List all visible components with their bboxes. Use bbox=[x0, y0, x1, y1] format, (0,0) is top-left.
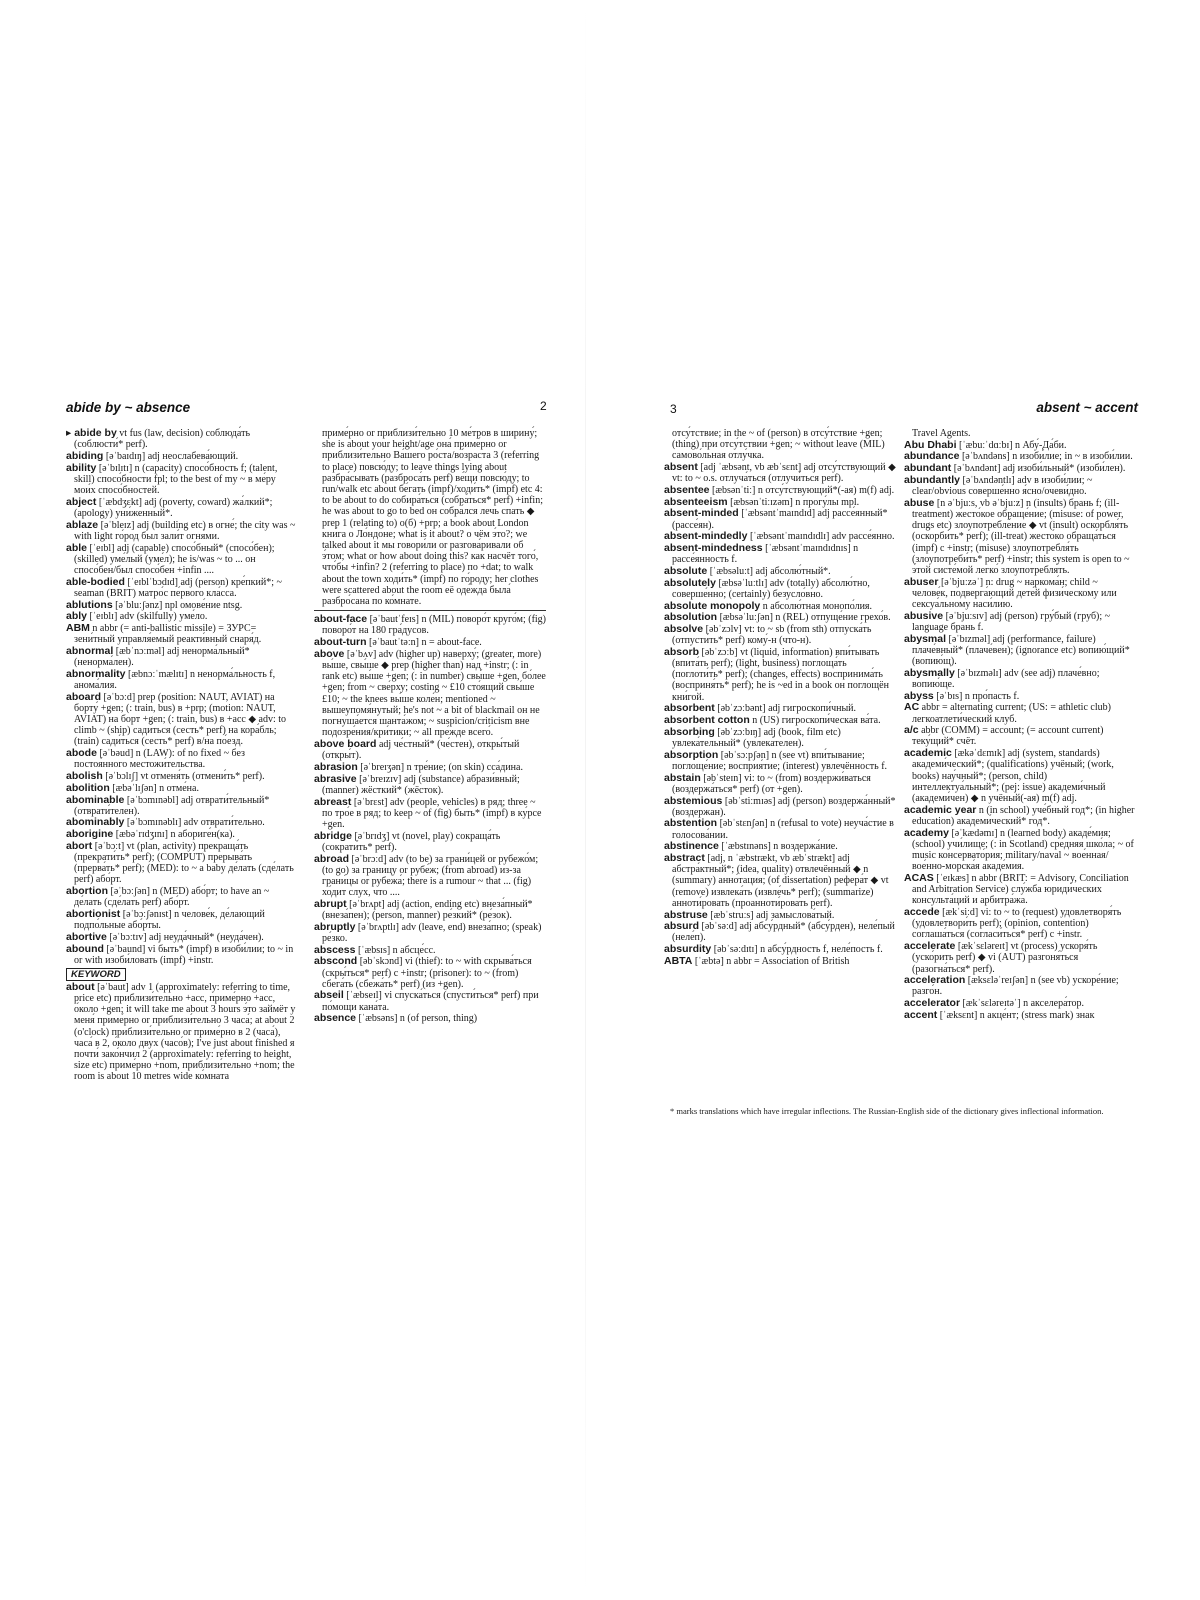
entry-headword: abusive bbox=[904, 609, 944, 622]
dictionary-entry bbox=[904, 1010, 1136, 1021]
entry-definition: [ˈæbsəntˈmaɪndɪd] adj рассе́янный* (рассе́ян). bbox=[672, 508, 888, 531]
entry-definition: [əˈbaut] adv 1 (approximately: referring to time, price etc) приблизи́тельно +acc, приме́рно +acc, о́коло +gen; it will take me about 3 hours э́то займёт у меня́ приме́рно or приблизи́тельно 3 часа́; at about 2 (o'clock) приблизи́тельно or приме́рно в 2 (часа́), часа́ в 2, о́коло двух (часо́в); I've just about finished я почти́ зако́нчил 2 (approximately: referring to height, size etc) приме́рно +nom, приблизи́тельно +nom; the room is about 10 metres wide ко́мната bbox=[74, 981, 296, 1083]
dictionary-entry bbox=[664, 647, 896, 703]
entry-headword: absent-minded bbox=[664, 507, 739, 520]
entry-definition: [ækˈsɛləreɪtəˈ] n акселера́тор. bbox=[962, 998, 1085, 1010]
entry-headword: Abu Dhabi bbox=[904, 438, 957, 451]
entry-headword: abuser bbox=[904, 575, 939, 588]
entry-definition: [əbˈsɔːpʃən] n (see vt) впи́тывание; поглоще́ние; восприя́тие; (interest) увлечённость f. bbox=[672, 749, 888, 772]
entry-definition: [ˈeɪblˈbɔdɪd] adj (person) кре́пкий*; ~ seaman (BRIT) матро́с пе́рвого кла́сса. bbox=[74, 576, 282, 599]
entry-headword: absorbing bbox=[664, 725, 715, 738]
entry-definition: [əˈbleɪz] adj (building etc) в огне́; the city was ~ with light го́род был зали́т огня́ми. bbox=[74, 519, 296, 542]
dictionary-entry bbox=[664, 715, 896, 726]
left-running-head: abide by ~ absence bbox=[66, 400, 191, 415]
entry-definition: [əbˈsteɪn] vi: to ~ (from) воздержи́ваться (воздержа́ться* perf) (от +gen). bbox=[672, 772, 871, 795]
dictionary-entry bbox=[664, 796, 896, 818]
entry-headword: abstruse bbox=[664, 908, 708, 921]
entry-headword: aborigine bbox=[66, 828, 114, 841]
entry-definition: [əˈbʌndəns] n изоби́лие; in ~ в изоби́лии. bbox=[961, 451, 1133, 463]
entry-headword: abort bbox=[66, 839, 93, 852]
entry-definition: [əˈbjuːsɪv] adj (person) гру́бый (груб); ~ language брань f. bbox=[912, 610, 1111, 633]
entry-headword: aboard bbox=[66, 690, 102, 703]
entry-headword: abode bbox=[66, 747, 97, 760]
entry-definition: [ˈæbsəntˈmaɪndɪdnɪs] n рассе́янность f. bbox=[672, 543, 859, 566]
entry-headword: abnormality bbox=[66, 667, 126, 680]
entry-headword: absent bbox=[664, 461, 698, 474]
entry-headword: abseil bbox=[314, 989, 344, 1002]
entry-definition: [əˈbɪzməlɪ] adv (see adj) плаче́вно; вопию́ще. bbox=[912, 667, 1100, 690]
dictionary-entry bbox=[904, 805, 1136, 827]
dictionary-entry bbox=[314, 990, 546, 1012]
dictionary-entry bbox=[664, 508, 896, 530]
entry-definition: [æbəˈlɪʃən] n отме́на. bbox=[112, 782, 199, 794]
dictionary-entry bbox=[904, 668, 1136, 690]
entry-definition: [ˈæbdʒɛkt] adj (poverty, coward) жа́лкий*; (apology) уни́женный*. bbox=[74, 496, 273, 519]
dictionary-entry bbox=[66, 623, 298, 645]
entry-headword: a/c bbox=[904, 724, 919, 737]
dictionary-entry bbox=[664, 531, 896, 542]
dictionary-entry bbox=[664, 773, 896, 795]
entry-headword: abundant bbox=[904, 462, 952, 475]
dictionary-entry bbox=[664, 462, 896, 484]
entry-headword: absolutely bbox=[664, 576, 716, 589]
entry-definition: [əˈbʌv] adv (higher up) наверху́; (greater, more) вы́ше, свы́ше ◆ prep (higher than) над +instr; (: in rank etc) вы́ше +gen; (: in number) свы́ше +gen, бо́лее +gen; from ~ све́рху; costing ~ £10 сто́ящий свы́ше £10; ~ the knees вы́ше коле́н; mentioned ~ вышеупомя́нутый; he's not ~ a bit of blackmail он не погнуша́ется шанта́жом; ~ suspicion/criticism вне подозре́ния/кри́тики; ~ all пре́жде всего́. bbox=[322, 648, 546, 739]
entry-definition: [əˈbɔːtɪv] adj неуда́чный* (неуда́чен). bbox=[109, 931, 264, 943]
entry-definition: [əˈbəud] n (LAW): of no fixed ~ без постоя́нного местожи́тельства. bbox=[74, 748, 245, 771]
entry-headword: absolute monopoly bbox=[664, 599, 761, 612]
dictionary-entry bbox=[904, 498, 1136, 576]
entry-definition: [əˈbrɔːd] adv (to be) за грани́цей or рубежо́м; (to go) за грани́цу or рубе́ж; (from abroad) из-за грани́цы or рубежа́; there is a rumour ~ that ... (fig) хо́дит слух, что .... bbox=[322, 853, 539, 899]
entry-definition: [ˈæbsəns] n (of person, thing) bbox=[358, 1013, 478, 1025]
right-column-1 bbox=[664, 428, 896, 968]
entry-definition: [ˈeɪbl] adj (capable) спосо́бный* (спосо́бен); (skilled) уме́лый (уме́л); he is/was ~ to ... он спосо́бен/был спосо́бен +infin .... bbox=[74, 542, 275, 576]
entry-definition: [ˈeɪblɪ] adv (skilfully) уме́ло. bbox=[89, 611, 208, 623]
entry-headword: above board bbox=[314, 737, 377, 750]
dictionary-entry bbox=[66, 748, 298, 770]
entry-definition: [æbnɔːˈmælɪtɪ] n ненорма́льность f, анома́лия. bbox=[74, 668, 276, 691]
dictionary-entry bbox=[66, 646, 298, 668]
entry-definition: [əˈbaɪdɪŋ] adj неослабева́ющий. bbox=[105, 450, 239, 462]
entry-definition: [əˈbreɪzɪv] adj (substance) абрази́вный; (manner) жёсткий* (жёсток). bbox=[322, 773, 520, 796]
dictionary-entry bbox=[66, 497, 298, 519]
entry-headword: about-turn bbox=[314, 636, 367, 649]
entry-definition: [əˈkædəmɪ] n (learned body) акаде́мия; (school) учи́лище; (: in Scotland) сре́дняя шко́ла; ~ of music консервато́рия; military/naval ~ вое́нная/вое́нно-морска́я акаде́мия. bbox=[912, 827, 1134, 873]
entry-headword: absent-mindedly bbox=[664, 530, 748, 543]
entry-headword: abroad bbox=[314, 852, 350, 865]
entry-headword: abolish bbox=[66, 770, 103, 783]
left-column-1 bbox=[66, 428, 298, 1083]
dictionary-entry bbox=[66, 520, 298, 542]
entry-headword: abstemious bbox=[664, 794, 723, 807]
entry-headword: abstention bbox=[664, 817, 718, 830]
entry-headword: abominably bbox=[66, 816, 125, 829]
entry-definition: [əˈbɔmɪnəblɪ] adv отврати́тельно. bbox=[126, 817, 265, 829]
dictionary-entry bbox=[664, 624, 896, 646]
dictionary-entry bbox=[664, 944, 896, 955]
entry-headword: ▸ abide by bbox=[66, 427, 117, 439]
entry-headword: abstain bbox=[664, 771, 701, 784]
entry-headword: absentee bbox=[664, 484, 710, 497]
left-page bbox=[58, 388, 566, 1228]
dictionary-entry bbox=[904, 828, 1136, 873]
entry-definition: vt fus (law, decision) соблюда́ть (соблюсти́* perf). bbox=[74, 428, 250, 451]
dictionary-entry bbox=[314, 739, 546, 761]
dictionary-entry bbox=[904, 428, 1136, 439]
dictionary-entry bbox=[66, 543, 298, 577]
dictionary-entry bbox=[904, 475, 1136, 497]
entry-definition: [əˈbjuːzəˈ] n: drug ~ наркома́н; child ~ челове́к, подверга́ющий дете́й физи́ческому или сексуа́льному наси́лию. bbox=[912, 576, 1117, 611]
dictionary-entry bbox=[314, 854, 546, 899]
dictionary-entry bbox=[314, 637, 546, 648]
entry-definition: [əˈbaund] vi быть* (impf) в изоби́лии; to ~ in or with изоби́ловать (impf) +instr. bbox=[74, 943, 294, 966]
left-column-2 bbox=[314, 428, 546, 1025]
keyword-label: KEYWORD bbox=[66, 968, 126, 981]
entry-definition: [əbˈzɔːbɪŋ] adj (book, film etc) увлека́тельный* (увлека́телен). bbox=[672, 726, 841, 749]
entry-headword: abundantly bbox=[904, 473, 961, 486]
entry-definition: [əˈbɔːd] prep (position: NAUT, AVIAT) на борту́ +gen; (: train, bus) в +prp; (motion: NAUT, AVIAT) на борт +gen; (: train, bus) в +acc ◆ adv: to climb ~ (ship) сади́ться (сесть* perf) на кора́бль; (train) сади́ться (сесть* perf) в/на по́езд. bbox=[74, 691, 287, 748]
entry-headword: abstract bbox=[664, 852, 705, 865]
entry-headword: able bbox=[66, 541, 88, 554]
entry-definition: [əˈbrʌptlɪ] adv (leave, end) внеза́пно; (speak) ре́зко. bbox=[322, 921, 542, 944]
dictionary-entry bbox=[664, 841, 896, 852]
entry-definition: [əbˈstɛnʃən] n (refusal to vote) неуча́стие в голосова́нии. bbox=[672, 818, 894, 841]
entry-definition: [ˈeɪkæs] n abbr (BRIT: = Advisory, Conciliation and Arbitration Service) слу́жба юриди́ческих консульта́ций и арбитра́жа. bbox=[912, 872, 1129, 907]
entry-headword: abysmally bbox=[904, 666, 955, 679]
dictionary-entry bbox=[664, 428, 896, 462]
entry-definition: [ˈæbsɪs] n абсце́сс. bbox=[357, 944, 436, 956]
dictionary-entry bbox=[66, 771, 298, 782]
dictionary-entry bbox=[314, 649, 546, 739]
entry-definition: [əˈbʌndənt] adj изоби́льный* (изоби́лен). bbox=[953, 463, 1126, 475]
entry-headword: about-face bbox=[314, 613, 368, 626]
entry-definition: [əbˈzɔːb] vt (liquid, information) впи́тывать (впита́ть perf); (light, business) поглоща́ть (поглоти́ть* perf); (changes, effects) воспринима́ть (восприня́ть* perf); he is ~ed in a book он поглощён кни́гой. bbox=[672, 646, 889, 703]
entry-headword: abscond bbox=[314, 955, 358, 968]
entry-headword: accent bbox=[904, 1008, 938, 1021]
entry-headword: absurd bbox=[664, 920, 700, 933]
entry-headword: absolve bbox=[664, 622, 704, 635]
left-page-number: 2 bbox=[540, 399, 547, 413]
dictionary-entry bbox=[904, 998, 1136, 1009]
entry-headword: abject bbox=[66, 495, 97, 508]
entry-definition: [əbˈzɔlv] vt: to ~ sb (from sth) отпуска́ть (отпусти́ть* perf) кому́-н (что-н). bbox=[672, 623, 872, 647]
entry-headword: absorption bbox=[664, 748, 719, 761]
entry-headword: able-bodied bbox=[66, 575, 125, 588]
right-page-number: 3 bbox=[670, 402, 677, 416]
footnote: * marks translations which have irregular inflections. The Russian-English side of the dictionary gives inflectional information. bbox=[670, 1106, 1104, 1116]
dictionary-entry bbox=[664, 818, 896, 840]
entry-definition: [əˈbɔːʃənɪst] n челове́к, де́лающий подпо́льные або́рты. bbox=[74, 909, 265, 932]
dictionary-entry bbox=[664, 727, 896, 749]
dictionary-entry bbox=[66, 692, 298, 748]
entry-headword: ACAS bbox=[904, 871, 934, 884]
entry-headword: absurdity bbox=[664, 943, 712, 956]
dictionary-entry bbox=[66, 783, 298, 794]
entry-headword: abrasive bbox=[314, 772, 357, 785]
entry-headword: accelerate bbox=[904, 940, 956, 953]
dictionary-entry bbox=[664, 543, 896, 565]
entry-headword: academic bbox=[904, 747, 952, 760]
entry-definition: n (in school) уче́бный год*; (in higher education) академи́ческий* год*. bbox=[912, 804, 1135, 827]
entry-headword: abscess bbox=[314, 943, 356, 956]
entry-headword: ablutions bbox=[66, 598, 113, 611]
dictionary-entry bbox=[66, 600, 298, 611]
dictionary-entry bbox=[66, 932, 298, 943]
dictionary-entry bbox=[904, 577, 1136, 611]
dictionary-entry bbox=[664, 703, 896, 714]
entry-definition: [æbsəˈluːtlɪ] adv (totally) абсолю́тно, соверше́нно; (certainly) безусло́вно. bbox=[672, 577, 870, 600]
entry-definition: [æksɛləˈreɪʃən] n (see vb) ускоре́ние; разго́н. bbox=[912, 975, 1119, 998]
dictionary-entry bbox=[66, 944, 298, 966]
entry-headword: abridge bbox=[314, 829, 352, 842]
dictionary-entry bbox=[314, 899, 546, 921]
right-column-2 bbox=[904, 428, 1136, 1022]
entry-definition: [əbˈsəːd] adj абсу́рдный* (абсу́рден), неле́пый (неле́п). bbox=[672, 921, 895, 944]
entry-definition: [əˈbautˈtəːn] n = about-face. bbox=[369, 637, 482, 649]
dictionary-entry bbox=[664, 578, 896, 600]
dictionary-entry bbox=[904, 702, 1136, 724]
entry-headword: above bbox=[314, 647, 345, 660]
entry-definition: [əˈbɔmɪnəbl] adj отврати́тельный* (отврати́телен). bbox=[74, 794, 270, 817]
dictionary-entry bbox=[314, 774, 546, 796]
entry-headword: AC bbox=[904, 701, 920, 714]
dictionary-entry bbox=[904, 873, 1136, 907]
entry-headword: abstinence bbox=[664, 840, 719, 853]
entry-definition: n абсолю́тная монопо́лия. bbox=[762, 600, 873, 612]
entry-headword: ably bbox=[66, 610, 88, 623]
dictionary-entry bbox=[66, 669, 298, 691]
dictionary-entry bbox=[66, 886, 298, 908]
entry-definition: [æbsənˈtiː] n отсу́тствующий*(-ая) m(f) adj. bbox=[712, 485, 895, 497]
entry-headword: absolution bbox=[664, 611, 718, 624]
entry-definition: n (US) гигроскопи́ческая ва́та. bbox=[752, 715, 881, 727]
entry-headword: abortion bbox=[66, 885, 108, 898]
dictionary-entry bbox=[66, 909, 298, 931]
entry-headword: abortionist bbox=[66, 908, 121, 921]
entry-headword: absorbent cotton bbox=[664, 714, 750, 727]
entry-definition: [æbsəˈluːʃən] n (REL) отпуще́ние грехо́в. bbox=[719, 612, 891, 624]
dictionary-entry bbox=[66, 982, 298, 1083]
entry-definition: отсу́тствие; in the ~ of (person) в отсу́тствие +gen; (thing) при отсу́тствии +gen; ~ without leave (MIL) самово́льная отлу́чка. bbox=[672, 428, 885, 462]
entry-definition: [əˈbɔːt] vt (plan, activity) прекраща́ть (прекрати́ть* perf); (COMPUT) прерыва́ть (прерва́ть* perf); (MED): to ~ a baby де́лать (сде́лать perf) або́рт. bbox=[74, 840, 294, 886]
dictionary-entry bbox=[664, 485, 896, 496]
dictionary-entry bbox=[314, 614, 546, 636]
entry-definition: приме́рно or приблизи́тельно 10 ме́тров в ширину́; she is about your height/age она́ приме́рно or приблизи́тельно Ва́шего ро́ста/во́зраста 3 (referring to place) повсю́ду; to leave things lying about разбра́сывать (разброса́ть perf) ве́щи повсю́ду; to run/walk etc about бе́гать (impf)/ходи́ть* (impf) etc 4: to be about to do собира́ться (собра́ться* perf) +infin; he was about to go to bed он собра́лся лечь спать ◆ prep 1 (relating to) о(б) +prp; a book about London кни́га о Ло́ндоне; what is it about? о чём э́то?; we talked about it мы говори́ли or разгова́ривали об э́том; what or how about doing this? как насчёт того́, что́бы +infin? 2 (referring to place) по +dat; to walk about the town ходи́ть* (impf) по го́роду; her clothes were scattered about the room её оде́жда была́ разбро́сана по ко́мнате. bbox=[322, 428, 543, 608]
entry-headword: ABTA bbox=[664, 954, 693, 967]
entry-definition: [æbsənˈtiːɪzəm] n прогу́лы mpl. bbox=[730, 496, 860, 508]
entry-definition: Travel Agents. bbox=[912, 428, 971, 439]
entry-definition: [əbˈzɔːbənt] adj гигроскопи́чный. bbox=[717, 703, 857, 715]
entry-definition: [ˈæbsəluːt] adj абсолю́тный*. bbox=[709, 565, 831, 577]
dictionary-entry bbox=[66, 463, 298, 497]
entry-definition: [æbəˈrɪdʒɪnɪ] n абориге́н(ка). bbox=[115, 829, 235, 841]
entry-headword: ability bbox=[66, 461, 97, 474]
dictionary-entry bbox=[664, 612, 896, 623]
right-running-head: absent ~ accent bbox=[1036, 400, 1138, 415]
entry-headword: abnormal bbox=[66, 644, 114, 657]
entry-headword: ABM bbox=[66, 621, 90, 634]
entry-headword: academy bbox=[904, 826, 949, 839]
entry-definition: [əˈbluːʃənz] npl омове́ние ntsg. bbox=[115, 599, 243, 611]
dictionary-entry bbox=[66, 829, 298, 840]
dictionary-entry bbox=[66, 428, 298, 450]
dictionary-entry bbox=[314, 1013, 546, 1024]
entry-headword: acceleration bbox=[904, 974, 966, 987]
dictionary-entry bbox=[664, 750, 896, 772]
entry-headword: absenteeism bbox=[664, 495, 728, 508]
entry-definition: [ˈæbstɪnəns] n воздержа́ние. bbox=[721, 841, 838, 853]
entry-headword: abuse bbox=[904, 496, 935, 509]
dictionary-entry bbox=[66, 451, 298, 462]
entry-definition: [adj ˈæbsənt, vb æbˈsɛnt] adj отсу́тствующий ◆ vt: to ~ o.s. отлуча́ться (отлучи́ться perf). bbox=[672, 462, 896, 485]
entry-definition: [əˈbʌndəntlɪ] adv в изоби́лии; ~ clear/obvious соверше́нно я́сно/очеви́дно. bbox=[912, 474, 1093, 498]
dictionary-entry bbox=[314, 922, 546, 944]
entry-definition: [əˈbɪzməl] adj (performance, failure) плаче́вный* (плаче́вен); (ignorance etc) вопию́щий* (вопию́щ). bbox=[912, 633, 1130, 668]
entry-definition: [ˈæbtə] n abbr = Association of British bbox=[694, 955, 850, 967]
dictionary-entry bbox=[314, 428, 546, 607]
dictionary-entry bbox=[314, 797, 546, 831]
entry-definition: [ˈæksɛnt] n акце́нт; (stress mark) знак bbox=[939, 1009, 1095, 1021]
entry-definition: [ˈæbsəntˈmaɪndɪdlɪ] adv рассе́янно. bbox=[749, 531, 895, 543]
entry-definition: adj че́стный* (че́стен), откры́тый (откры́т). bbox=[322, 738, 520, 762]
entry-headword: abyss bbox=[904, 689, 934, 702]
entry-definition: abbr (COMM) = account; (= account current) теку́щий* счёт. bbox=[912, 725, 1104, 748]
entry-definition: [əˈbrʌpt] adj (action, ending etc) внеза́пный* (внеза́пен); (person, manner) ре́зкий* (ре́зок). bbox=[322, 898, 533, 922]
entry-definition: n abbr (= anti-ballistic missile) = ЗУРС= зени́тный управля́емый реакти́вный снаря́д. bbox=[74, 622, 262, 646]
entry-definition: [ˈæbseɪl] vi спуска́ться (спусти́ться* perf) при по́мощи кана́та. bbox=[322, 990, 539, 1013]
dictionary-entry bbox=[904, 611, 1136, 633]
page-gutter bbox=[585, 0, 586, 1600]
entry-definition: [əˈbreɪʒən] n тре́ние; (on skin) сса́дина. bbox=[360, 761, 523, 773]
entry-headword: accede bbox=[904, 906, 940, 919]
dictionary-entry bbox=[664, 956, 896, 967]
entry-headword: abysmal bbox=[904, 632, 947, 645]
dictionary-entry bbox=[904, 691, 1136, 702]
dictionary-entry bbox=[314, 956, 546, 990]
entry-definition: [ækˈsiːd] vi: to ~ to (request) удовлетворя́ть (удовлетвори́ть perf); (opinion, contention) соглаша́ться (согласи́ться* perf) с +instr. bbox=[912, 907, 1122, 941]
entry-headword: abrupt bbox=[314, 897, 347, 910]
dictionary-entry bbox=[904, 975, 1136, 997]
entry-definition: abbr = alternating current; (US: = athletic club) легкоатлети́ческий клуб. bbox=[912, 702, 1111, 725]
dictionary-entry bbox=[66, 841, 298, 886]
entry-definition: [əˈbɔːʃən] n (MED) або́рт; to have an ~ де́лать (сде́лать perf) або́рт. bbox=[74, 886, 270, 909]
dictionary-entry bbox=[904, 941, 1136, 975]
entry-definition: [ækəˈdɛmɪk] adj (system, standards) академи́ческий*; (qualifications) учёный; (work, books) нау́чный*; (person, child) интеллектуа́льный*; (pej: issue) академи́чный (академи́чен) ◆ n учёный(-ая) m(f) adj. bbox=[912, 748, 1114, 804]
entry-headword: absolute bbox=[664, 564, 708, 577]
entry-definition: [ækˈsɛləreɪt] vt (process) ускоря́ть (уско́рить perf) ◆ vi (AUT) разгоня́ться (разогна́ться* perf). bbox=[912, 941, 1098, 975]
entry-headword: absence bbox=[314, 1012, 357, 1025]
dictionary-entry bbox=[664, 566, 896, 577]
entry-headword: abominable bbox=[66, 793, 125, 806]
entry-headword: abundance bbox=[904, 450, 960, 463]
dictionary-entry bbox=[66, 577, 298, 599]
entry-headword: absorbent bbox=[664, 702, 715, 715]
entry-headword: academic year bbox=[904, 803, 977, 816]
entry-headword: abrasion bbox=[314, 760, 358, 773]
entry-definition: [əbˈstiːmɪəs] adj (person) воздержа́нный* (воздержан). bbox=[672, 795, 896, 818]
dictionary-entry bbox=[314, 762, 546, 773]
dictionary-entry bbox=[904, 463, 1136, 474]
entry-definition: [ˈæbuːˈdɑːbɪ] n Абу́-Да́би. bbox=[959, 439, 1067, 451]
entry-headword: abortive bbox=[66, 930, 107, 943]
entry-headword: abruptly bbox=[314, 920, 356, 933]
dictionary-entry bbox=[904, 451, 1136, 462]
dictionary-entry bbox=[904, 634, 1136, 668]
dictionary-entry bbox=[66, 611, 298, 622]
entry-headword: abound bbox=[66, 942, 104, 955]
dictionary-entry bbox=[66, 817, 298, 828]
entry-definition: [adj, n ˈæbstrækt, vb æbˈstrækt] adj абстра́ктный*; (idea, quality) отвлечённый ◆ n (summary) анно́тация; (of dissertation) рефера́т ◆ vt (remove) извлека́ть (извле́чь* perf); (summarize) анноти́ровать (проанноти́ровать perf). bbox=[672, 853, 889, 909]
entry-headword: absent-mindedness bbox=[664, 542, 763, 555]
entry-definition: [əˈbɔlɪʃ] vt отменя́ть (отмени́ть* perf). bbox=[105, 771, 265, 783]
entry-headword: abreast bbox=[314, 795, 352, 808]
entry-definition: [əbˈskɔnd] vi (thief): to ~ with скрыва́ться (скры́ться* perf) с +instr; (prisoner): to ~ (from) сбега́ть (сбежа́ть* perf) (из +gen). bbox=[322, 956, 532, 990]
dictionary-entry bbox=[664, 853, 896, 909]
entry-definition: [æbˈnɔːməl] adj ненорма́льный* (ненорма́лен). bbox=[74, 645, 250, 669]
entry-definition: [əˈbrɪdʒ] vt (novel, play) сокраща́ть (сократи́ть* perf). bbox=[322, 830, 501, 853]
entry-headword: abolition bbox=[66, 781, 110, 794]
dictionary-entry bbox=[314, 831, 546, 853]
entry-definition: [n əˈbjuːs, vb əˈbjuːz] n (insults) брань f; (ill-treatment) жесто́кое обраще́ние; (misuse: of power, drugs etc) злоупотребле́ние ◆ vt (insult) оскорбля́ть (оскорби́ть* perf); (ill-treat) жесто́ко обраща́ться (impf) с +instr; (misuse) злоупотребля́ть (злоупотреби́ть* perf) +instr; this system is open to ~ э́той систе́мой легко́ злоупотребля́ть. bbox=[912, 497, 1130, 576]
entry-headword: about bbox=[66, 980, 95, 993]
entry-headword: absorb bbox=[664, 645, 700, 658]
right-page bbox=[664, 388, 1144, 1228]
entry-definition: [əˈbautˈfeɪs] n (MIL) поворо́т круго́м; (fig) поворо́т на 180 гра́дусов. bbox=[322, 614, 547, 637]
dictionary-entry bbox=[904, 748, 1136, 804]
entry-definition: [æbˈstruːs] adj замыслова́тый. bbox=[710, 909, 835, 921]
dictionary-entry bbox=[904, 907, 1136, 941]
entry-definition: [əˈbɪlɪtɪ] n (capacity) спосо́бность f; (talent, skill) спосо́бности fpl; to the best of my ~ в ме́ру мои́х спосо́бностей. bbox=[74, 462, 278, 497]
entry-headword: ablaze bbox=[66, 518, 99, 531]
entry-headword: accelerator bbox=[904, 997, 961, 1010]
keyword-end-divider bbox=[314, 610, 546, 611]
entry-definition: [əˈbɪs] n про́пасть f. bbox=[936, 690, 1020, 702]
dictionary-entry bbox=[66, 795, 298, 817]
dictionary-entry bbox=[664, 921, 896, 943]
dictionary-entry bbox=[904, 725, 1136, 747]
entry-definition: [əˈbrɛst] adv (people, vehicles) в ряд; three ~ по тро́е в ряд; to keep ~ of (fig) быть* (impf) в ку́рсе +gen. bbox=[322, 796, 542, 830]
entry-headword: abiding bbox=[66, 449, 104, 462]
entry-definition: [əbˈsəːdɪtɪ] n абсу́рдность f, неле́пость f. bbox=[713, 944, 883, 956]
